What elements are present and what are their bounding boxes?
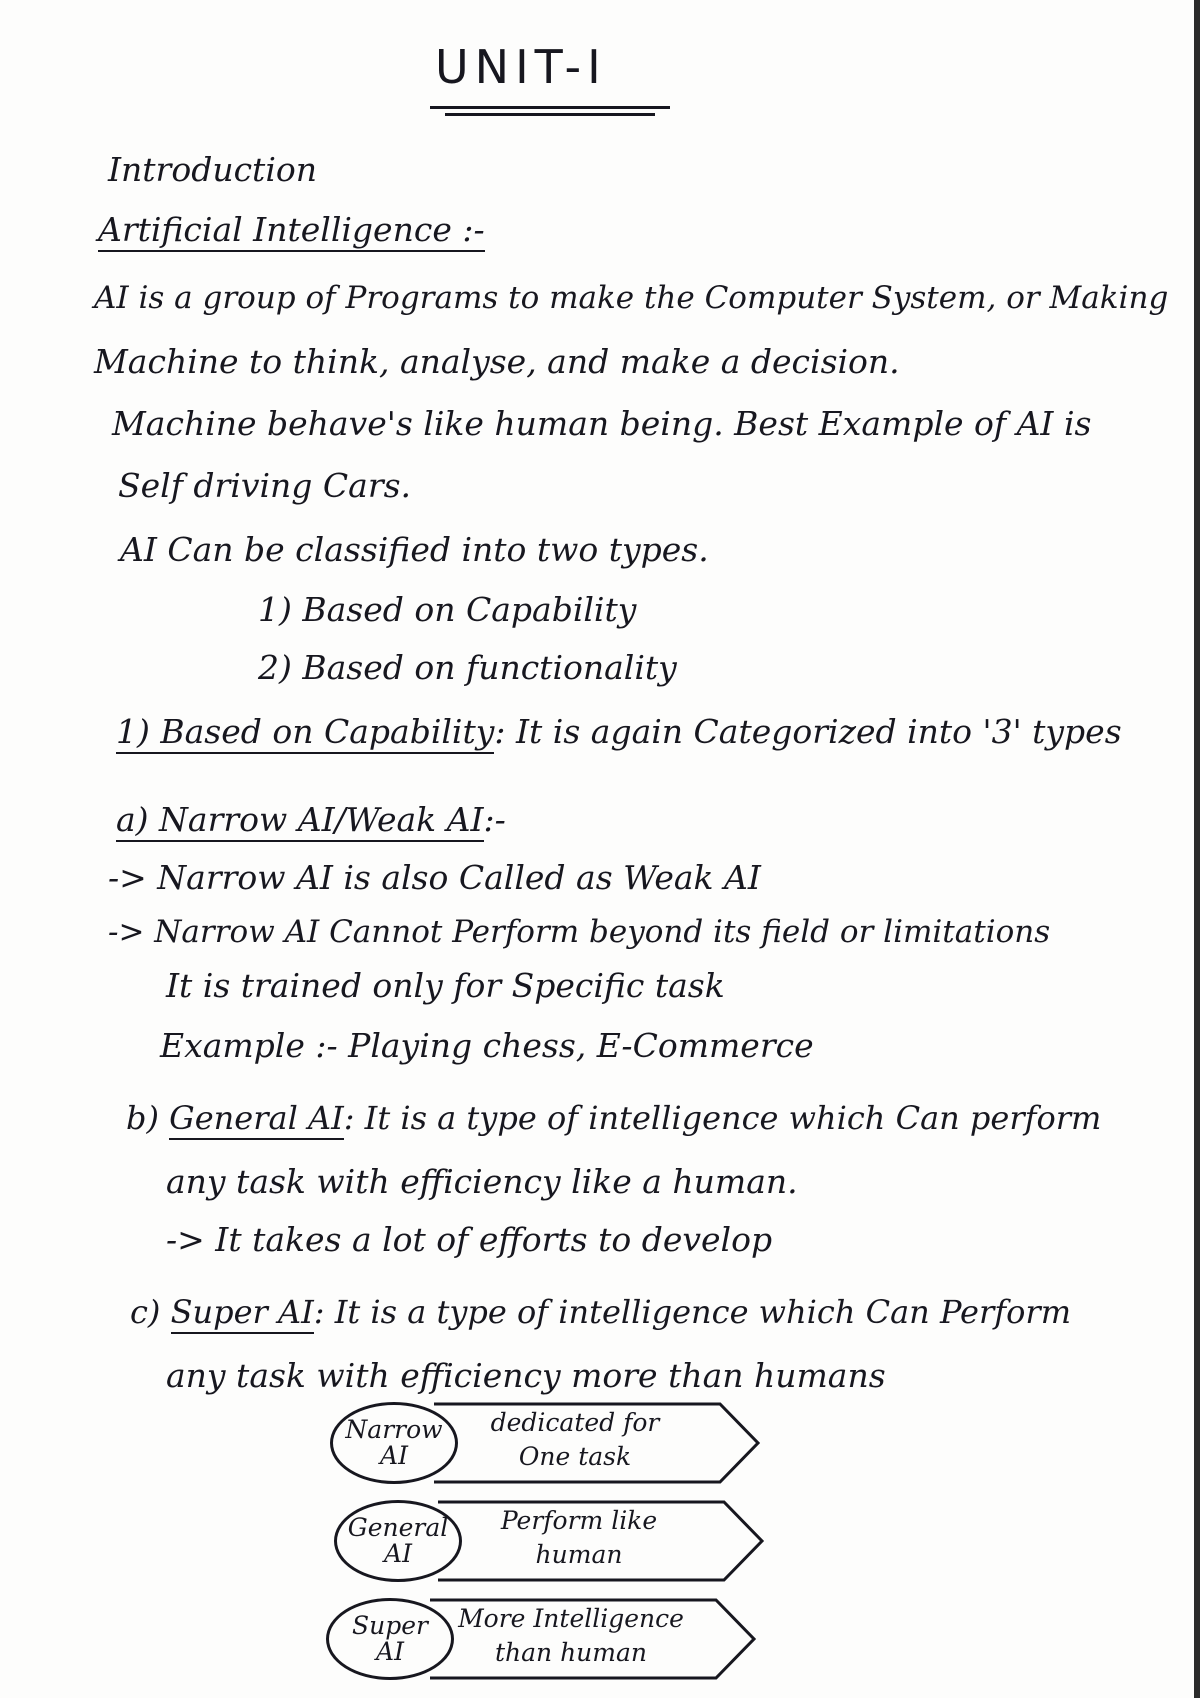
super-line-1: any task with efficiency more than humans	[166, 1356, 886, 1395]
super-prefix: c)	[130, 1293, 161, 1331]
type-item-2: 2) Based on functionality	[258, 648, 677, 687]
para-line-2: Machine to think, analyse, and make a decision.	[94, 342, 900, 381]
topic-label: Artificial Intelligence :-	[98, 210, 485, 252]
diagram-oval-super	[326, 1598, 454, 1680]
type-item-1: 1) Based on Capability	[258, 590, 637, 629]
diagram-name-general: General AI	[347, 1513, 449, 1568]
page-edge	[1194, 0, 1200, 1698]
diagram-desc-narrow: dedicated for One task	[490, 1408, 660, 1471]
para-line-3: Machine behave's like human being. Best Example of AI is	[112, 404, 1092, 443]
title-underline	[430, 106, 670, 109]
general-label: General AI	[169, 1099, 344, 1140]
narrow-line-1: -> Narrow AI is also Called as Weak AI	[108, 858, 761, 897]
para-line-1: AI is a group of Programs to make the Computer System, or Making	[94, 280, 1169, 316]
narrow-heading	[116, 800, 506, 840]
capability-heading	[116, 712, 1122, 752]
title-underline-second	[445, 113, 655, 116]
super-label: Super AI	[171, 1293, 314, 1334]
diagram-name-super: Super AI	[352, 1611, 428, 1666]
section-heading: Introduction	[108, 150, 317, 189]
general-rest: : It is a type of intelligence which Can perform	[343, 1099, 1102, 1137]
topic-heading	[98, 210, 485, 250]
diagram-desc-super: More Intelligence than human	[458, 1604, 684, 1667]
general-line-2: -> It takes a lot of efforts to develop	[166, 1220, 773, 1259]
super-rest: : It is a type of intelligence which Can Perform	[313, 1293, 1072, 1331]
general-prefix: b)	[126, 1099, 159, 1137]
narrow-line-2: -> Narrow AI Cannot Perform beyond its field or limitations	[108, 914, 1051, 950]
narrow-example: Example :- Playing chess, E-Commerce	[160, 1026, 814, 1065]
capability-rest: : It is again Categorized into '3' types	[494, 712, 1122, 751]
page-title: UNIT-I	[435, 40, 607, 94]
general-line-1: any task with efficiency like a human.	[166, 1162, 798, 1201]
diagram-desc-general: Perform like human	[500, 1506, 658, 1569]
diagram-oval-general	[334, 1500, 462, 1582]
narrow-label: a) Narrow AI/Weak AI	[116, 800, 484, 842]
diagram-name-narrow: Narrow AI	[345, 1415, 443, 1470]
diagram-oval-narrow	[330, 1402, 458, 1484]
super-heading	[130, 1292, 1071, 1332]
narrow-suffix: :-	[483, 800, 506, 839]
classify-intro: AI Can be classified into two types.	[120, 530, 709, 569]
narrow-line-3: It is trained only for Specific task	[166, 966, 725, 1005]
general-heading	[126, 1098, 1101, 1138]
capability-label: 1) Based on Capability	[116, 712, 494, 754]
para-line-4: Self driving Cars.	[118, 466, 412, 505]
